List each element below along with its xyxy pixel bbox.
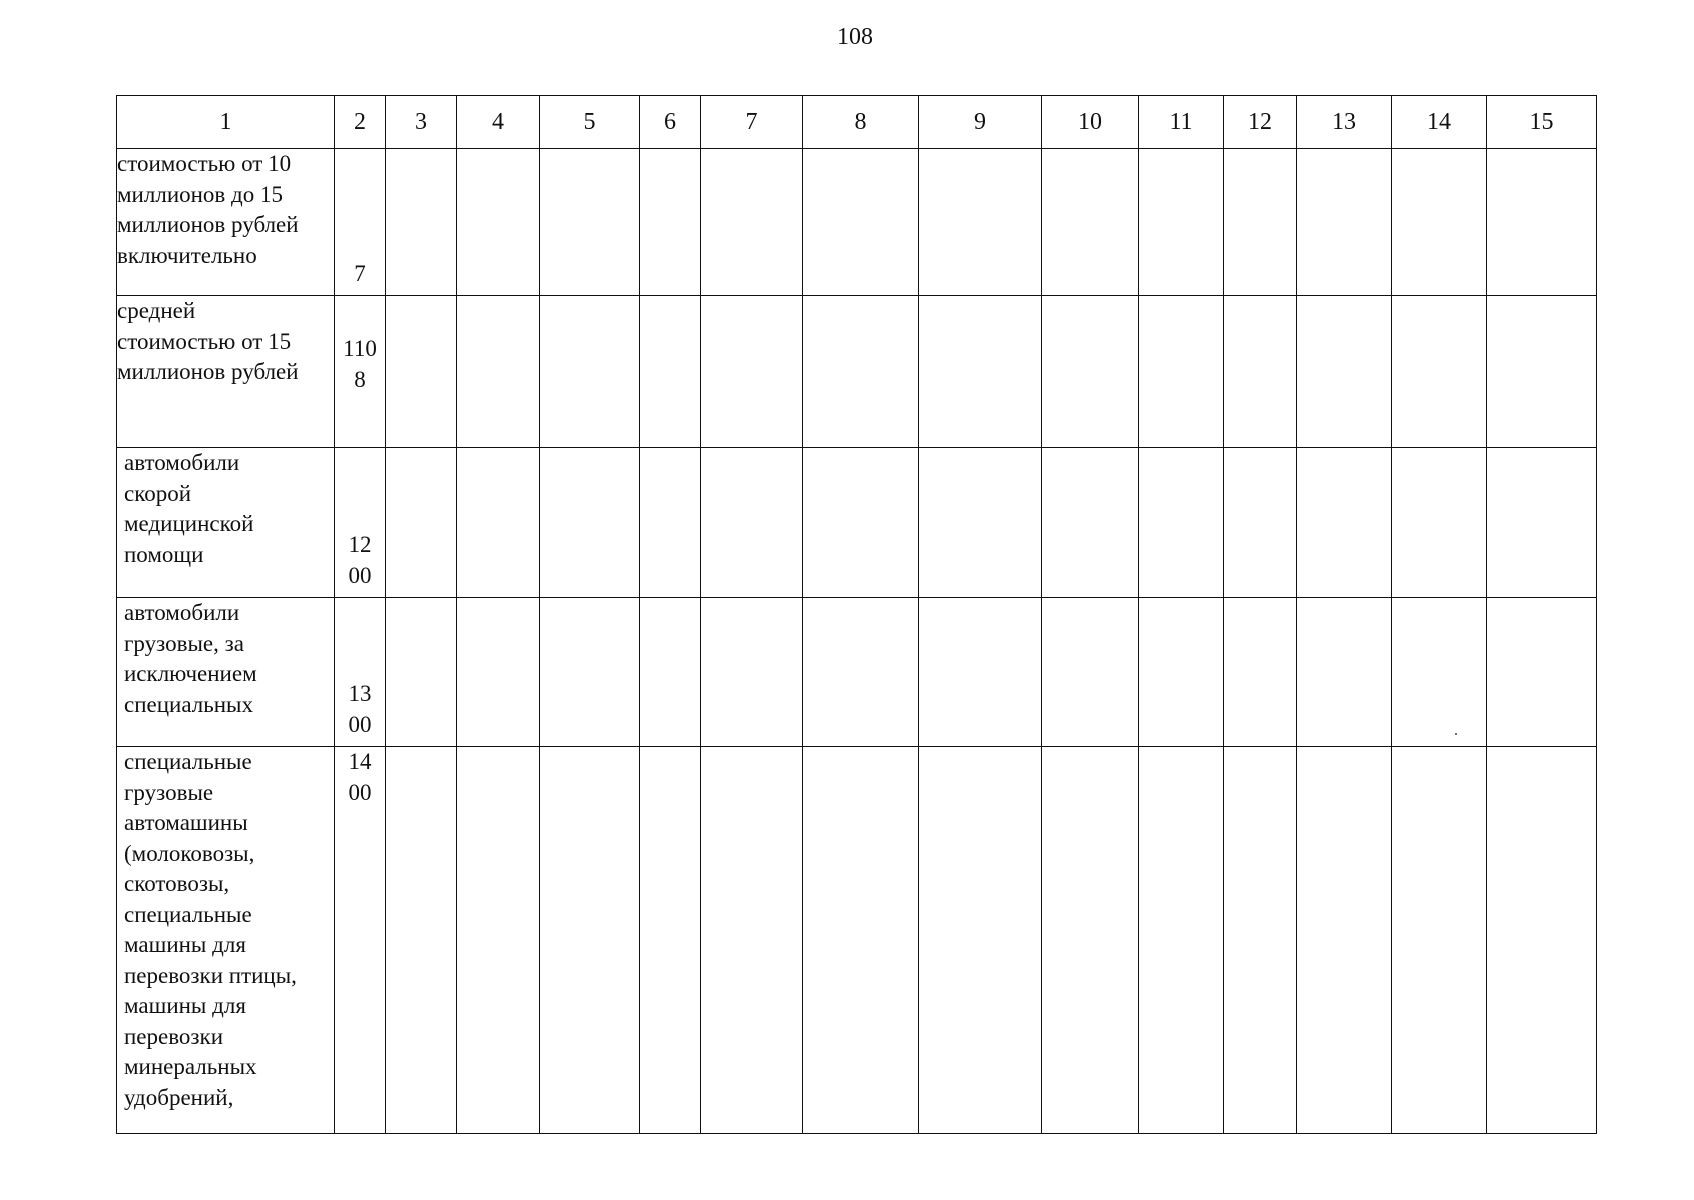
col-header-14: 14: [1392, 96, 1487, 149]
row-code: 7: [335, 149, 386, 296]
row-code: 14 00: [335, 747, 386, 1134]
header-row: [117, 96, 1597, 149]
empty-cell: [1042, 149, 1139, 296]
empty-cell: [457, 448, 540, 598]
empty-cell: [1487, 149, 1597, 296]
empty-cell: [1224, 598, 1297, 747]
empty-cell: [386, 747, 457, 1134]
empty-cell: [919, 296, 1042, 448]
empty-cell: [640, 149, 701, 296]
empty-cell: [803, 747, 919, 1134]
row-description: специальные грузовые автомашины (молоковозы, скотовозы, специальные машины для перевозки птицы, машины для перевозки минеральных удобрений,: [117, 747, 335, 1134]
scan-speck: [1455, 733, 1457, 735]
empty-cell: [540, 296, 640, 448]
empty-cell: [640, 448, 701, 598]
col-header-1: 1: [117, 96, 335, 149]
col-header-7: 7: [701, 96, 803, 149]
empty-cell: [1042, 747, 1139, 1134]
empty-cell: [919, 149, 1042, 296]
empty-cell: [701, 149, 803, 296]
page-number: 108: [837, 24, 873, 50]
empty-cell: [457, 598, 540, 747]
empty-cell: [701, 747, 803, 1134]
empty-cell: [1392, 747, 1487, 1134]
empty-cell: [1042, 296, 1139, 448]
row-description: автомобили скорой медицинской помощи: [117, 448, 335, 598]
empty-cell: [919, 448, 1042, 598]
empty-cell: [1139, 448, 1224, 598]
empty-cell: [1297, 747, 1392, 1134]
empty-cell: [1224, 448, 1297, 598]
row-description: средней стоимостью от 15 миллионов рублей: [117, 296, 335, 448]
row-description: стоимостью от 10 миллионов до 15 миллионов рублей включительно: [117, 149, 335, 296]
empty-cell: [1392, 149, 1487, 296]
empty-cell: [1139, 149, 1224, 296]
table-row: [117, 448, 1597, 598]
empty-cell: [1224, 747, 1297, 1134]
empty-cell: [457, 296, 540, 448]
empty-cell: [540, 149, 640, 296]
empty-cell: [1139, 598, 1224, 747]
empty-cell: [803, 598, 919, 747]
empty-cell: [1297, 296, 1392, 448]
col-header-2: 2: [335, 96, 386, 149]
table-row: [117, 149, 1597, 296]
empty-cell: [1487, 296, 1597, 448]
empty-cell: [803, 296, 919, 448]
empty-cell: [640, 747, 701, 1134]
empty-cell: [386, 448, 457, 598]
empty-cell: [386, 598, 457, 747]
empty-cell: [701, 598, 803, 747]
empty-cell: [1487, 598, 1597, 747]
empty-cell: [803, 448, 919, 598]
row-code: 12 00: [335, 448, 386, 598]
empty-cell: [457, 747, 540, 1134]
empty-cell: [1297, 149, 1392, 296]
empty-cell: [457, 149, 540, 296]
empty-cell: [386, 296, 457, 448]
table-row: [117, 747, 1597, 1134]
empty-cell: [640, 598, 701, 747]
col-header-6: 6: [640, 96, 701, 149]
empty-cell: [1224, 296, 1297, 448]
row-code: 13 00: [335, 598, 386, 747]
col-header-8: 8: [803, 96, 919, 149]
col-header-10: 10: [1042, 96, 1139, 149]
row-code: 110 8: [335, 296, 386, 448]
col-header-11: 11: [1139, 96, 1224, 149]
empty-cell: [540, 747, 640, 1134]
table-row: [117, 598, 1597, 747]
empty-cell: [1139, 747, 1224, 1134]
data-table: [116, 95, 1597, 1134]
empty-cell: [1487, 448, 1597, 598]
col-header-12: 12: [1224, 96, 1297, 149]
col-header-9: 9: [919, 96, 1042, 149]
empty-cell: [1224, 149, 1297, 296]
empty-cell: [1392, 598, 1487, 747]
col-header-15: 15: [1487, 96, 1597, 149]
col-header-3: 3: [386, 96, 457, 149]
empty-cell: [540, 598, 640, 747]
empty-cell: [919, 598, 1042, 747]
empty-cell: [1392, 448, 1487, 598]
empty-cell: [540, 448, 640, 598]
empty-cell: [701, 448, 803, 598]
empty-cell: [919, 747, 1042, 1134]
empty-cell: [1297, 448, 1392, 598]
col-header-4: 4: [457, 96, 540, 149]
empty-cell: [640, 296, 701, 448]
table-row: [117, 296, 1597, 448]
empty-cell: [803, 149, 919, 296]
empty-cell: [1042, 598, 1139, 747]
empty-cell: [1042, 448, 1139, 598]
empty-cell: [1487, 747, 1597, 1134]
empty-cell: [1392, 296, 1487, 448]
empty-cell: [701, 296, 803, 448]
col-header-13: 13: [1297, 96, 1392, 149]
empty-cell: [1297, 598, 1392, 747]
empty-cell: [386, 149, 457, 296]
col-header-5: 5: [540, 96, 640, 149]
row-description: автомобили грузовые, за исключением специальных: [117, 598, 335, 747]
empty-cell: [1139, 296, 1224, 448]
